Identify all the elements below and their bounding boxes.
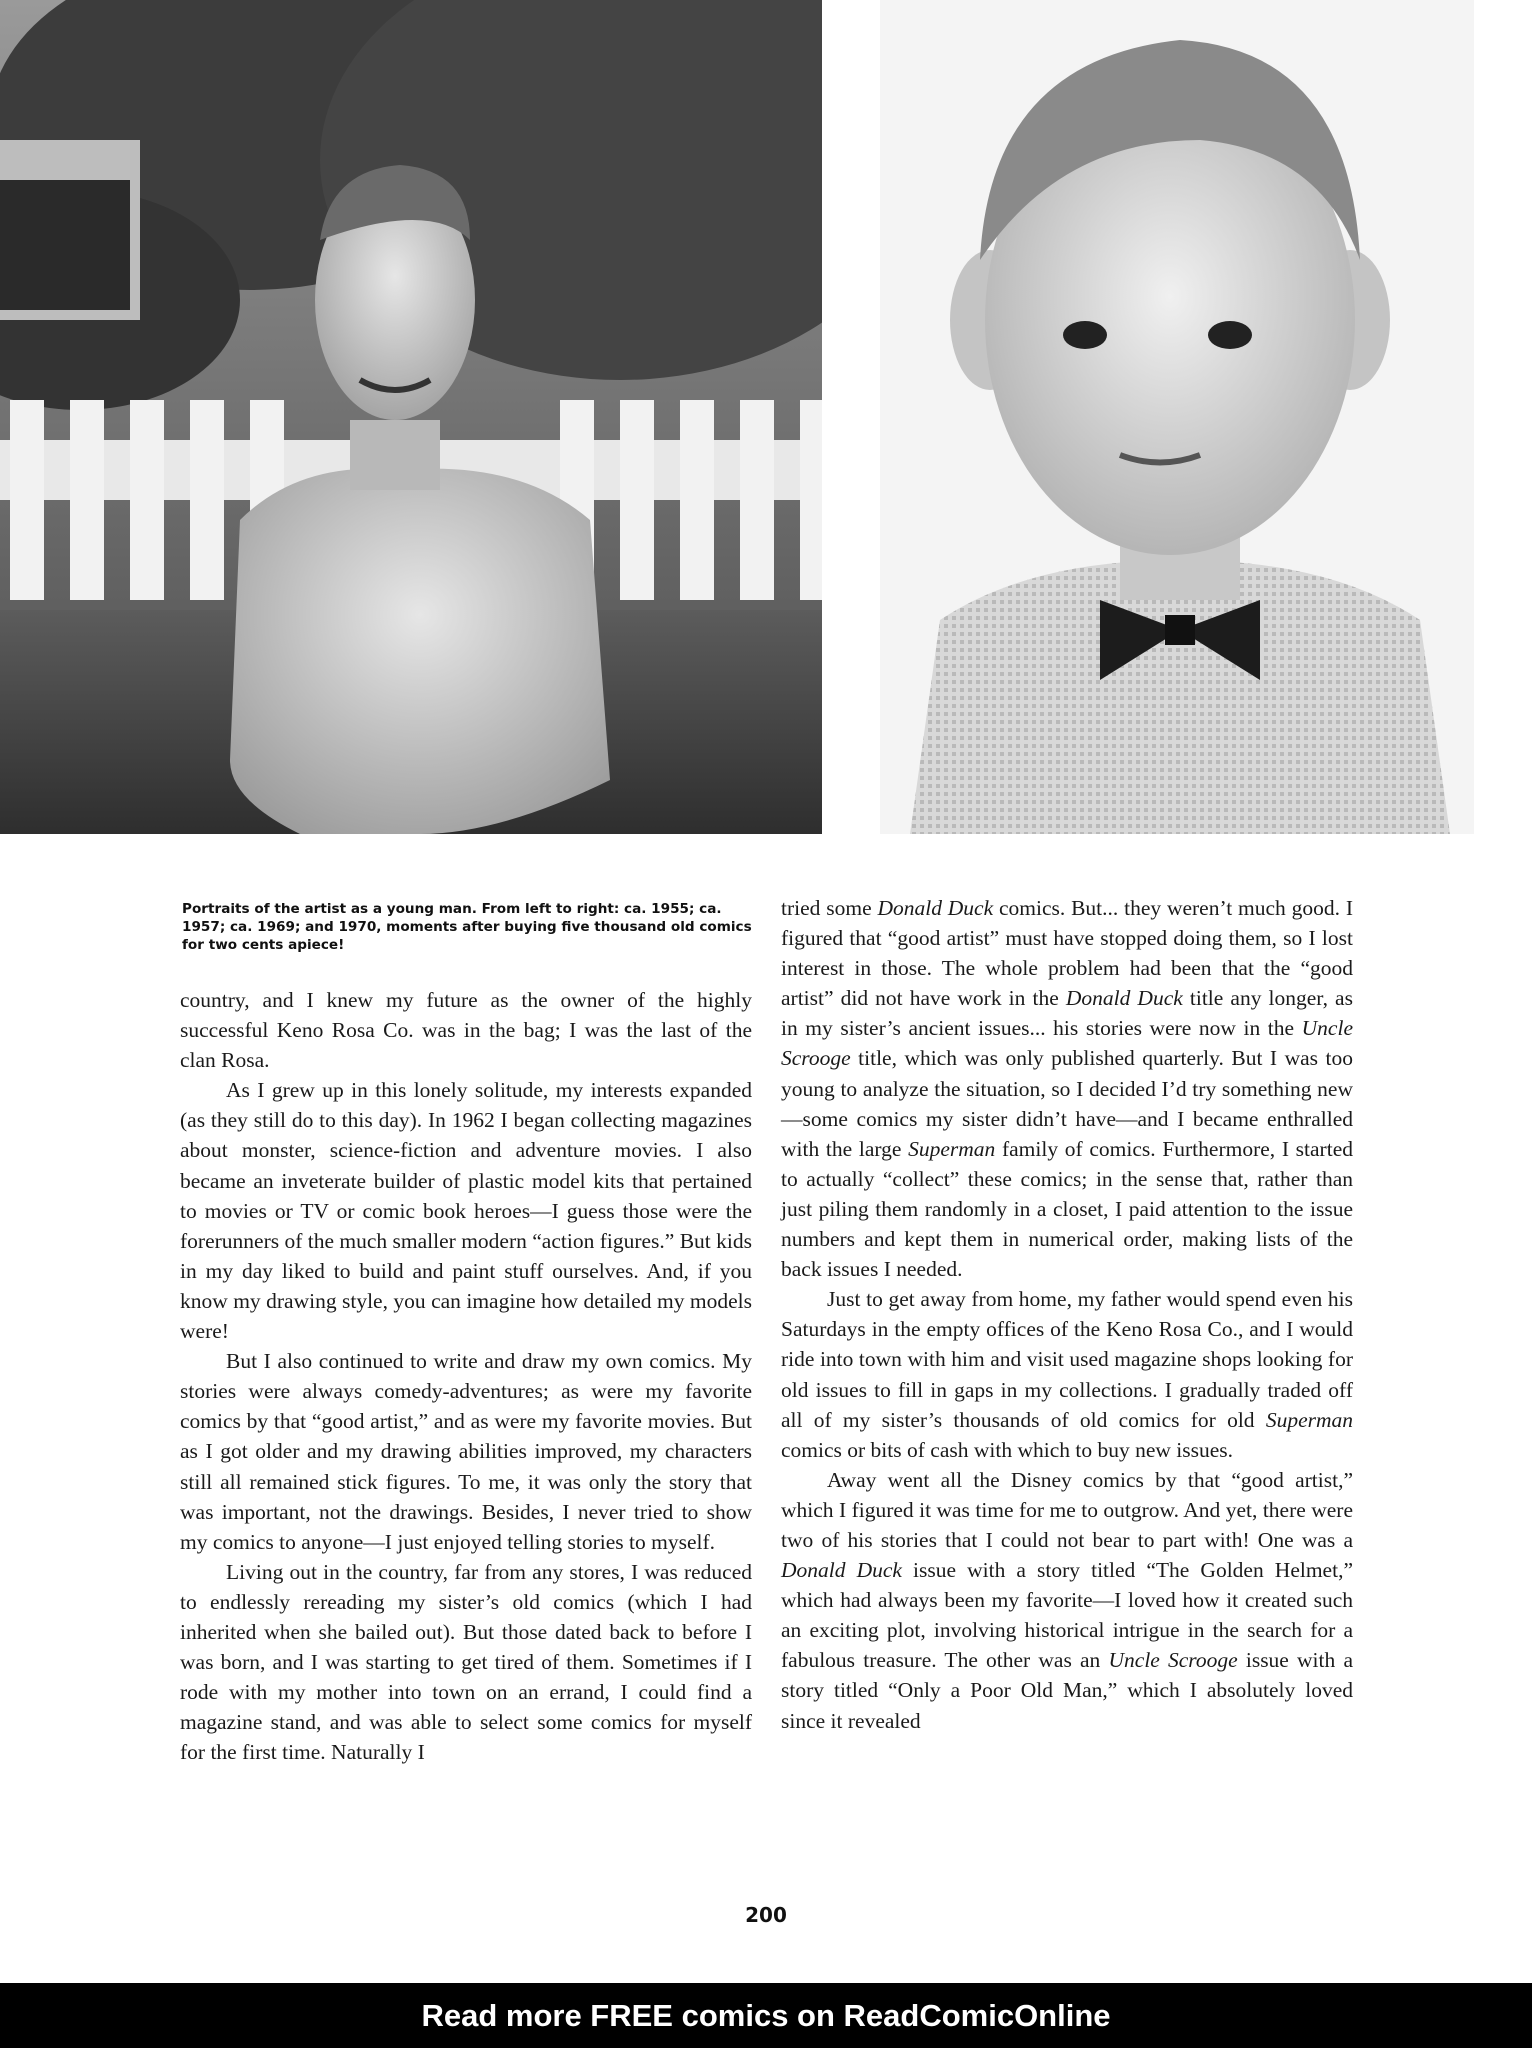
photo-boy-ca-1957-image (880, 0, 1474, 834)
paragraph: Living out in the country, far from any stores, I was reduced to endlessly rereading my sister’s old comics (which I had inherited when she bailed out). But those dated back to before I was born, and I was starting to get tired of them. Sometimes if I rode with my mother into town on an errand, I could find a magazine stand, and was able to select some comics for myself for the first time. Naturally I (180, 1559, 752, 1765)
paragraph: Just to get away from home, my father would spend even his Saturdays in the empty offices of the Keno Rosa Co., and I would ride into town with him and visit used magazine shops looking for old issues to fill in gaps in my collections. I gradually traded off all of my sister’s thousands of old comics for old Superman comics or bits of cash with which to buy new issues. (781, 1287, 1353, 1462)
photo-boy-ca-1955-image (0, 0, 822, 834)
paragraph: But I also continued to write and draw my own comics. My stories were always comedy-adventures; as were my favorite comics by that “good artist,” and as were my favorite movies. But as I got older and my drawing abilities improved, my characters still all remained stick figures. To me, it was only the story that was important, not the drawings. Besides, I never tried to show my comics to anyone—I just enjoyed telling stories to myself. (180, 1349, 752, 1554)
page-number: 200 (745, 1903, 787, 1927)
paragraph: country, and I knew my future as the owner of the highly successful Keno Rosa Co. was in the bag; I was the last of the clan Rosa. (180, 988, 752, 1073)
photo-boy-ca-1957 (880, 0, 1474, 834)
right-text-column (781, 893, 1353, 1736)
paragraph: Away went all the Disney comics by that “good artist,” which I figured it was time for me to outgrow. And yet, there were two of his stories that I could not bear to part with! One was a Donald Duck issue with a story titled “The Golden Helmet,” which had always been my favorite—I loved how it created such an exciting plot, involving historical intrigue in the search for a fabulous treasure. The other was an Uncle Scrooge issue with a story titled “Only a Poor Old Man,” which I absolutely loved since it revealed (781, 1467, 1353, 1733)
paragraph: As I grew up in this lonely solitude, my interests expanded (as they still do to this day). In 1962 I began collecting magazines about monster, science-fiction and adventure movies. I also became an inveterate builder of plastic model kits that pertained to movies or TV or comic book heroes—I guess those were the forerunners of the much smaller modern “action figures.” But kids in my day liked to build and paint stuff ourselves. And, if you know my drawing style, you can imagine how detailed my models were! (180, 1078, 752, 1344)
left-text-column (180, 985, 752, 1767)
photo-caption: Portraits of the artist as a young man. From left to right: ca. 1955; ca. 1957; ca. 1969; and 1970, moments after buying five thousand old comics for two cents apiece! (182, 901, 752, 953)
promo-banner[interactable]: Read more FREE comics on ReadComicOnline (0, 1983, 1532, 2048)
paragraph: tried some Donald Duck comics. But... they weren’t much good. I figured that “good artist” must have stopped doing them, so I lost interest in those. The whole problem had been that the “good artist” did not have work in the Donald Duck title any longer, as in my sister’s ancient issues... his stories were now in the Uncle Scrooge title, which was only published quarterly. But I was too young to analyze the situation, so I decided I’d try something new—some comics my sister didn’t have—and I became enthralled with the large Superman family of comics. Furthermore, I started to actually “collect” these comics; in the sense that, rather than just piling them randomly in a closet, I paid attention to the issue numbers and kept them in numerical order, making lists of the back issues I needed. (781, 896, 1353, 1282)
photo-boy-ca-1955 (0, 0, 822, 834)
